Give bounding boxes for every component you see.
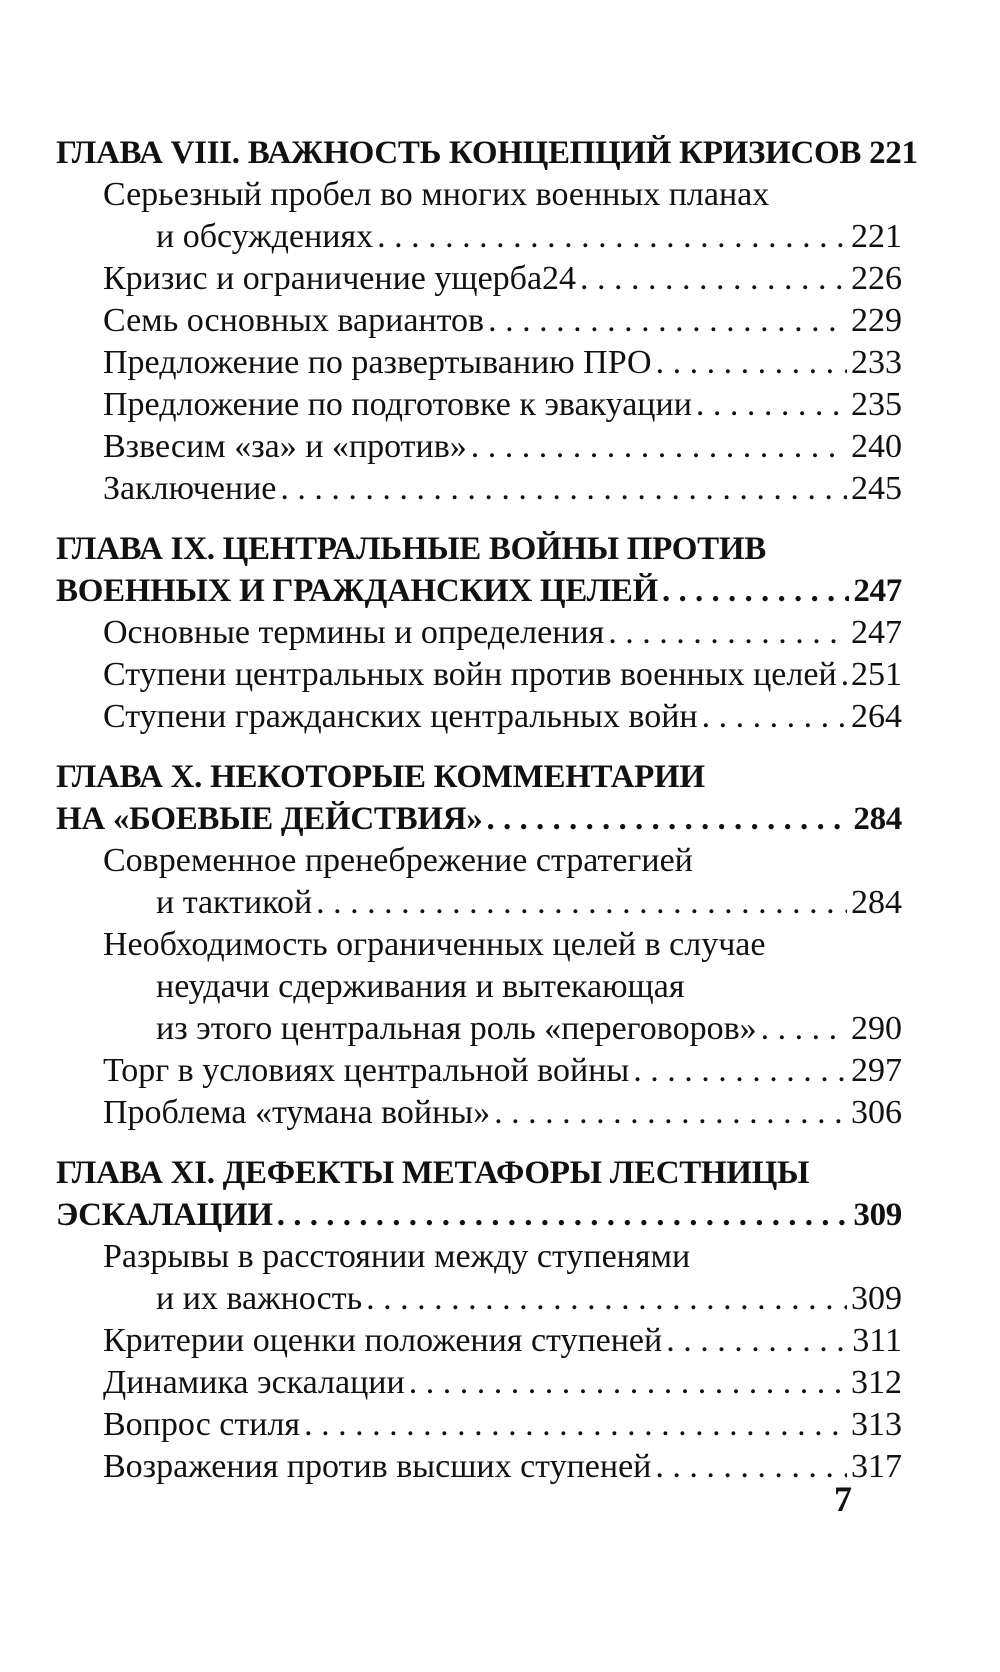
dot-leader <box>655 1446 847 1488</box>
table-of-contents <box>56 132 918 1488</box>
toc-entry-page-number: 290 <box>851 1010 902 1047</box>
chapter-title-text: ГЛАВА IX. ЦЕНТРАЛЬНЫЕ ВОЙНЫ ПРОТИВ <box>56 531 766 567</box>
dot-leader <box>696 384 847 426</box>
toc-entry-line <box>56 174 902 216</box>
dot-leader <box>304 1404 847 1446</box>
toc-entry-line <box>56 1092 902 1134</box>
toc-entry-line <box>56 216 902 258</box>
toc-entry-text: Возражения против высших ступеней <box>103 1448 652 1485</box>
chapter-title-line <box>56 1194 902 1236</box>
chapter-title-line <box>56 528 902 570</box>
toc-entry-line <box>56 384 902 426</box>
toc-entry-line <box>56 1278 902 1320</box>
toc-entry-text: Проблема «тумана войны» <box>103 1094 491 1131</box>
toc-entry-line <box>56 1050 902 1092</box>
toc-entry-page-number: 245 <box>851 470 902 507</box>
dot-leader <box>656 342 847 384</box>
toc-entry-page-number: 264 <box>851 698 902 735</box>
toc-entry-page-number: 229 <box>851 302 902 339</box>
toc-entry-text: Серьезный пробел во многих военных планах <box>103 176 770 213</box>
dot-leader <box>366 1278 847 1320</box>
toc-entry-line <box>56 1320 902 1362</box>
toc-entry-page-number: 235 <box>851 386 902 423</box>
dot-leader <box>488 300 847 342</box>
dot-leader <box>486 798 849 840</box>
dot-leader <box>409 1362 847 1404</box>
toc-entry-page-number: 233 <box>851 344 902 381</box>
toc-entry-line <box>56 840 902 882</box>
chapter-block <box>56 132 918 510</box>
chapter-title-text: НА «БОЕВЫЕ ДЕЙСТВИЯ» <box>56 801 483 837</box>
toc-entry-page-number: 309 <box>851 1280 902 1317</box>
toc-entry-text: Взвесим «за» и «против» <box>103 428 467 465</box>
toc-entry-line <box>56 1236 902 1278</box>
chapter-block <box>56 756 902 1134</box>
toc-entry-text: Предложение по развертыванию ПРО <box>103 344 652 381</box>
page-number: 7 <box>834 1479 852 1519</box>
dot-leader <box>666 1320 848 1362</box>
toc-entry-page-number: 221 <box>851 218 902 255</box>
chapter-block <box>56 528 902 738</box>
toc-entry-page-number: 306 <box>851 1094 902 1131</box>
toc-entry-text: и тактикой <box>156 884 313 921</box>
dot-leader <box>702 696 847 738</box>
toc-entry-text: и их важность <box>156 1280 363 1317</box>
chapter-title-line <box>56 570 902 612</box>
toc-entry-line <box>56 966 902 1008</box>
chapter-title-line <box>56 132 918 174</box>
dot-leader <box>377 216 847 258</box>
toc-entry-page-number: 317 <box>851 1448 902 1485</box>
toc-entry-line <box>56 258 902 300</box>
dot-leader <box>633 1050 847 1092</box>
dot-leader <box>662 570 849 612</box>
toc-entry-text: Торг в условиях центральной войны <box>103 1052 630 1089</box>
dot-leader <box>580 258 847 300</box>
toc-entry-text: Основные термины и определения <box>103 614 605 651</box>
chapter-title-text: ВОЕННЫХ И ГРАЖДАНСКИХ ЦЕЛЕЙ <box>56 573 658 609</box>
toc-entry-line <box>56 342 902 384</box>
toc-entry-line <box>56 1008 902 1050</box>
toc-entry-line <box>56 612 902 654</box>
chapter-title-text: ГЛАВА VIII. ВАЖНОСТЬ КОНЦЕПЦИЙ КРИЗИСОВ <box>56 135 862 171</box>
toc-entry-page-number: 311 <box>852 1322 902 1359</box>
toc-entry-text: Заключение <box>103 470 277 507</box>
toc-entry-text: Критерии оценки положения ступеней <box>103 1322 663 1359</box>
toc-entry-text: неудачи сдерживания и вытекающая <box>156 968 685 1005</box>
toc-entry-line <box>56 426 902 468</box>
chapter-title-text: ГЛАВА X. НЕКОТОРЫЕ КОММЕНТАРИИ <box>56 759 705 795</box>
toc-entry-text: Ступени гражданских центральных войн <box>103 698 698 735</box>
chapter-page-number: 247 <box>853 573 902 609</box>
toc-entry-line <box>56 468 902 510</box>
toc-entry-text: Необходимость ограниченных целей в случае <box>103 926 766 963</box>
chapter-page-number: 309 <box>853 1197 902 1233</box>
toc-entry-text: и обсуждениях <box>156 218 374 255</box>
toc-entry-line <box>56 1446 902 1488</box>
chapter-title-line <box>56 756 902 798</box>
dot-leader <box>280 468 847 510</box>
chapter-title-line <box>56 798 902 840</box>
toc-entry-text: Динамика эскалации <box>103 1364 405 1401</box>
dot-leader <box>761 1008 847 1050</box>
toc-entry-line <box>56 1362 902 1404</box>
toc-entry-page-number: 226 <box>851 260 902 297</box>
toc-entry-line <box>56 696 902 738</box>
toc-entry-page-number: 297 <box>851 1052 902 1089</box>
dot-leader <box>316 882 847 924</box>
toc-entry-line <box>56 882 902 924</box>
chapter-title-text: ГЛАВА XI. ДЕФЕКТЫ МЕТАФОРЫ ЛЕСТНИЦЫ <box>56 1155 810 1191</box>
dot-leader <box>277 1194 850 1236</box>
dot-leader <box>471 426 847 468</box>
toc-entry-line <box>56 300 902 342</box>
toc-entry-page-number: 312 <box>851 1364 902 1401</box>
chapter-title-text: ЭСКАЛАЦИИ <box>56 1197 273 1233</box>
toc-entry-text: Кризис и ограничение ущерба24 <box>103 260 577 297</box>
toc-entry-text: Ступени центральных войн против военных целей <box>103 656 837 693</box>
dot-leader <box>841 654 847 696</box>
toc-entry-text: Разрывы в расстоянии между ступенями <box>103 1238 691 1275</box>
toc-entry-text: Предложение по подготовке к эвакуации <box>103 386 692 423</box>
toc-entry-page-number: 313 <box>851 1406 902 1443</box>
toc-entry-page-number: 251 <box>851 656 902 693</box>
toc-entry-text: Семь основных вариантов <box>103 302 485 339</box>
dot-leader <box>494 1092 847 1134</box>
toc-entry-line <box>56 924 902 966</box>
toc-entry-text: из этого центральная роль «переговоров» <box>156 1010 757 1047</box>
toc-entry-line <box>56 654 902 696</box>
dot-leader <box>608 612 847 654</box>
toc-entry-text: Вопрос стиля <box>103 1406 301 1443</box>
toc-entry-text: Современное пренебрежение стратегией <box>103 842 693 879</box>
toc-entry-page-number: 247 <box>851 614 902 651</box>
chapter-page-number: 221 <box>869 135 918 171</box>
chapter-title-line <box>56 1152 902 1194</box>
chapter-page-number: 284 <box>853 801 902 837</box>
toc-entry-page-number: 240 <box>851 428 902 465</box>
chapter-block <box>56 1152 902 1488</box>
toc-entry-line <box>56 1404 902 1446</box>
toc-entry-page-number: 284 <box>851 884 902 921</box>
